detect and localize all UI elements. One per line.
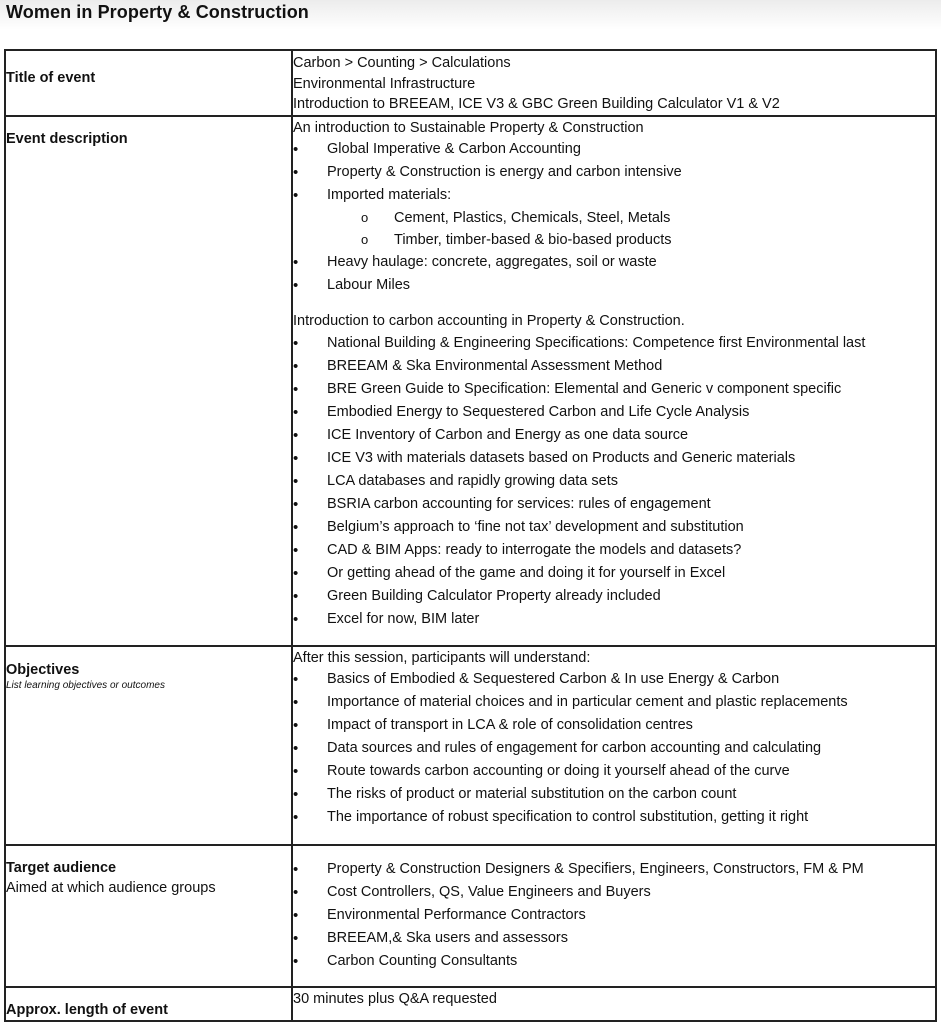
list-item: • Embodied Energy to Sequestered Carbon and Life Cycle Analysis	[293, 401, 935, 424]
value-cell	[292, 646, 936, 845]
audience-list	[293, 858, 935, 973]
list-item: • LCA databases and rapidly growing data sets	[293, 470, 935, 493]
list-item: • Environmental Performance Contractors	[293, 904, 935, 927]
list-item: • Labour Miles	[293, 274, 935, 297]
list-item: • Property & Construction Designers & Specifiers, Engineers, Constructors, FM & PM	[293, 858, 935, 881]
objectives-intro: After this session, participants will understand:	[293, 649, 591, 666]
event-title-line: Environmental Infrastructure	[293, 75, 476, 92]
value-cell	[292, 50, 936, 116]
title-of-event-label: Title of event	[6, 70, 96, 86]
list-item: • Or getting ahead of the game and doing it for yourself in Excel	[293, 562, 935, 585]
label-cell	[5, 646, 292, 845]
description-intro: An introduction to Sustainable Property & Construction	[293, 119, 644, 136]
carbon-accounting-list	[293, 332, 935, 631]
list-item: • Carbon Counting Consultants	[293, 950, 935, 973]
target-audience-label: Target audience	[6, 859, 117, 876]
description-list	[293, 138, 935, 207]
description-list	[293, 251, 935, 297]
list-item: • Belgium’s approach to ‘fine not tax’ development and substitution	[293, 516, 935, 539]
objectives-label: Objectives	[6, 661, 80, 678]
value-cell	[292, 116, 936, 646]
list-item: • Impact of transport in LCA & role of consolidation centres	[293, 714, 935, 737]
list-item: • BSRIA carbon accounting for services: rules of engagement	[293, 493, 935, 516]
list-item: • Excel for now, BIM later	[293, 608, 935, 631]
row-target-audience	[5, 845, 936, 987]
row-event-description	[5, 116, 936, 646]
list-item: • The importance of robust specification to control substitution, getting it right	[293, 806, 935, 829]
carbon-accounting-intro: Introduction to carbon accounting in Property & Construction.	[293, 313, 685, 329]
event-title-line: Carbon > Counting > Calculations	[293, 55, 511, 71]
event-length-value: 30 minutes plus Q&A requested	[293, 990, 497, 1007]
list-item: • Property & Construction is energy and carbon intensive	[293, 161, 935, 184]
sub-list-item: o Timber, timber-based & bio-based products	[293, 229, 935, 251]
event-details-table	[4, 49, 937, 1022]
value-cell	[292, 987, 936, 1021]
row-title-of-event	[5, 50, 936, 116]
materials-sublist	[293, 207, 935, 251]
list-item: • Data sources and rules of engagement for carbon accounting and calculating	[293, 737, 935, 760]
event-title-line: Introduction to BREEAM, ICE V3 & GBC Green Building Calculator V1 & V2	[293, 96, 780, 112]
list-item: • Cost Controllers, QS, Value Engineers and Buyers	[293, 881, 935, 904]
list-item: • Heavy haulage: concrete, aggregates, soil or waste	[293, 251, 935, 274]
list-item: • CAD & BIM Apps: ready to interrogate the models and datasets?	[293, 539, 935, 562]
list-item: • National Building & Engineering Specifications: Competence first Environmental last	[293, 332, 935, 355]
list-item: • Green Building Calculator Property already included	[293, 585, 935, 608]
list-item: • The risks of product or material substitution on the carbon count	[293, 783, 935, 806]
list-item: • ICE V3 with materials datasets based on Products and Generic materials	[293, 447, 935, 470]
value-cell	[292, 845, 936, 987]
label-cell	[5, 50, 292, 116]
label-cell	[5, 987, 292, 1021]
objectives-sublabel: List learning objectives or outcomes	[6, 679, 165, 691]
sub-list-item: o Cement, Plastics, Chemicals, Steel, Metals	[293, 207, 935, 229]
list-item: • Route towards carbon accounting or doing it yourself ahead of the curve	[293, 760, 935, 783]
label-cell	[5, 845, 292, 987]
list-item: • Global Imperative & Carbon Accounting	[293, 138, 935, 161]
target-audience-sublabel: Aimed at which audience groups	[6, 879, 216, 896]
list-item: • Basics of Embodied & Sequestered Carbon & In use Energy & Carbon	[293, 668, 935, 691]
document-title: Women in Property & Construction	[6, 2, 309, 22]
objectives-list	[293, 668, 935, 829]
event-description-label: Event description	[6, 130, 128, 147]
list-item: • BRE Green Guide to Specification: Elemental and Generic v component specific	[293, 378, 935, 401]
row-event-length	[5, 987, 936, 1021]
label-cell	[5, 116, 292, 646]
event-length-label: Approx. length of event	[6, 1001, 168, 1018]
list-item: • BREEAM,& Ska users and assessors	[293, 927, 935, 950]
list-item: • BREEAM & Ska Environmental Assessment Method	[293, 355, 935, 378]
row-objectives	[5, 646, 936, 845]
list-item: • Imported materials:	[293, 184, 935, 207]
list-item: • ICE Inventory of Carbon and Energy as one data source	[293, 424, 935, 447]
list-item: • Importance of material choices and in particular cement and plastic replacements	[293, 691, 935, 714]
